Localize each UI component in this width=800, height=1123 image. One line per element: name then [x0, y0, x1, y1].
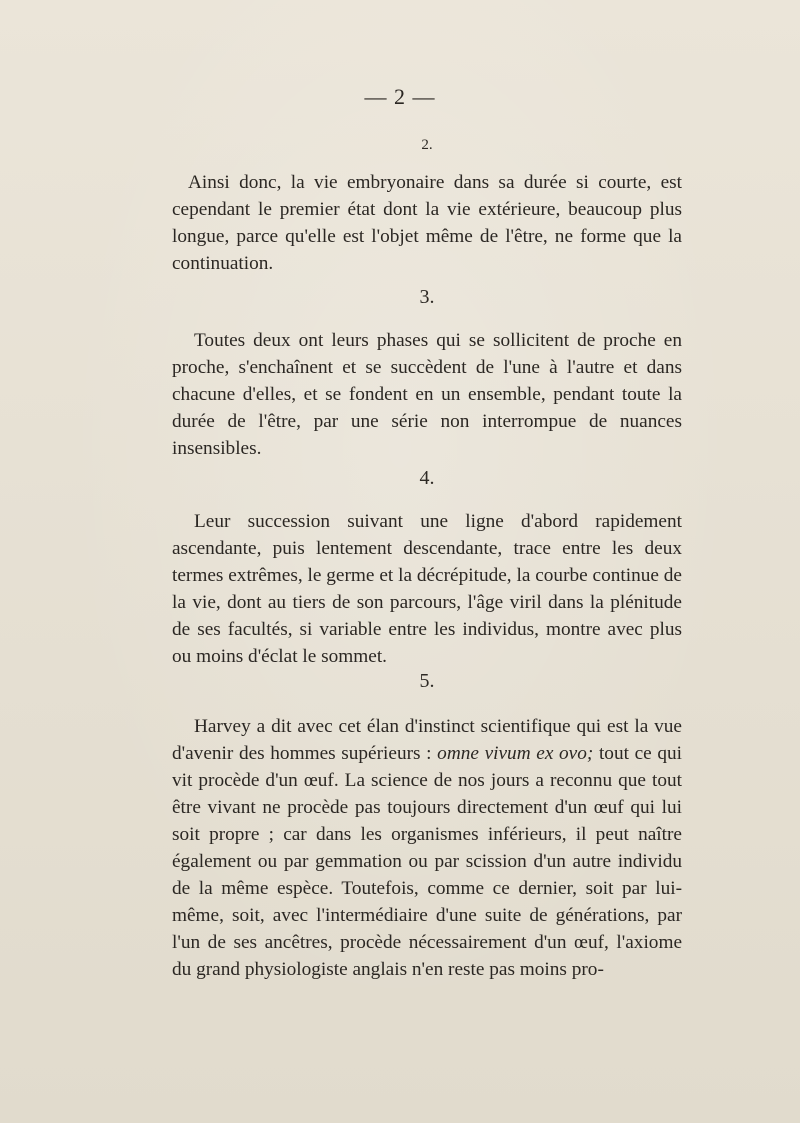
section-number: 2. — [421, 137, 433, 153]
paragraph: Leur succession suivant une ligne d'abord rapidement ascendante, puis lentement descendante, trace entre les deux termes extrêmes, le germe et la décrépitude, la courbe continue de la vie, dont au tiers de son parcours, l'âge viril dans la plénitude de ses facultés, si variable entre les individus, montre avec plus ou moins d'éclat le sommet. — [172, 511, 682, 667]
page-number: — 2 — — [364, 84, 436, 109]
latin-quote: omne vivum ex ovo; — [437, 743, 594, 764]
section-4 — [172, 468, 682, 670]
section-number: 3. — [419, 286, 435, 308]
paragraph: Ainsi donc, la vie embryonaire dans sa durée si courte, est cependant le premier état dont la vie extérieure, beaucoup plus longue, parce qu'elle est l'objet même de l'être, ne forme que la continuation. — [172, 172, 682, 274]
section-3 — [172, 287, 682, 462]
section-2 — [172, 138, 682, 277]
paragraph: Toutes deux ont leurs phases qui se sollicitent de proche en proche, s'enchaînent et se succèdent de l'une à l'autre et dans chacune d'elles, et se fondent en un ensemble, pendant toute la durée de l'être, par une série non interrompue de nuances insensibles. — [172, 330, 682, 459]
paragraph-text: Harvey a dit avec cet élan d'instinct scientifique qui est la vue d'avenir des hommes supérieurs : — [172, 716, 682, 764]
paragraph-text: tout ce qui vit procède d'un œuf. La science de nos jours a reconnu que tout être vivant ne procède pas toujours directement d'un œuf qui lui soit propre ; car dans les organismes inférieurs, il peut naître également ou par gemmation ou par scission d'un autre individu de la même espèce. Toutefois, comme ce dernier, soit par lui-même, soit, avec l'intermédiaire d'une suite de générations, par l'un de ses ancêtres, procède nécessairement d'un œuf, l'axiome du grand physiologiste anglais n'en reste pas moins pro- — [172, 743, 682, 980]
section-number: 5. — [419, 670, 435, 692]
section-number: 4. — [419, 467, 435, 489]
paragraph — [172, 713, 682, 983]
section-5 — [172, 671, 682, 983]
